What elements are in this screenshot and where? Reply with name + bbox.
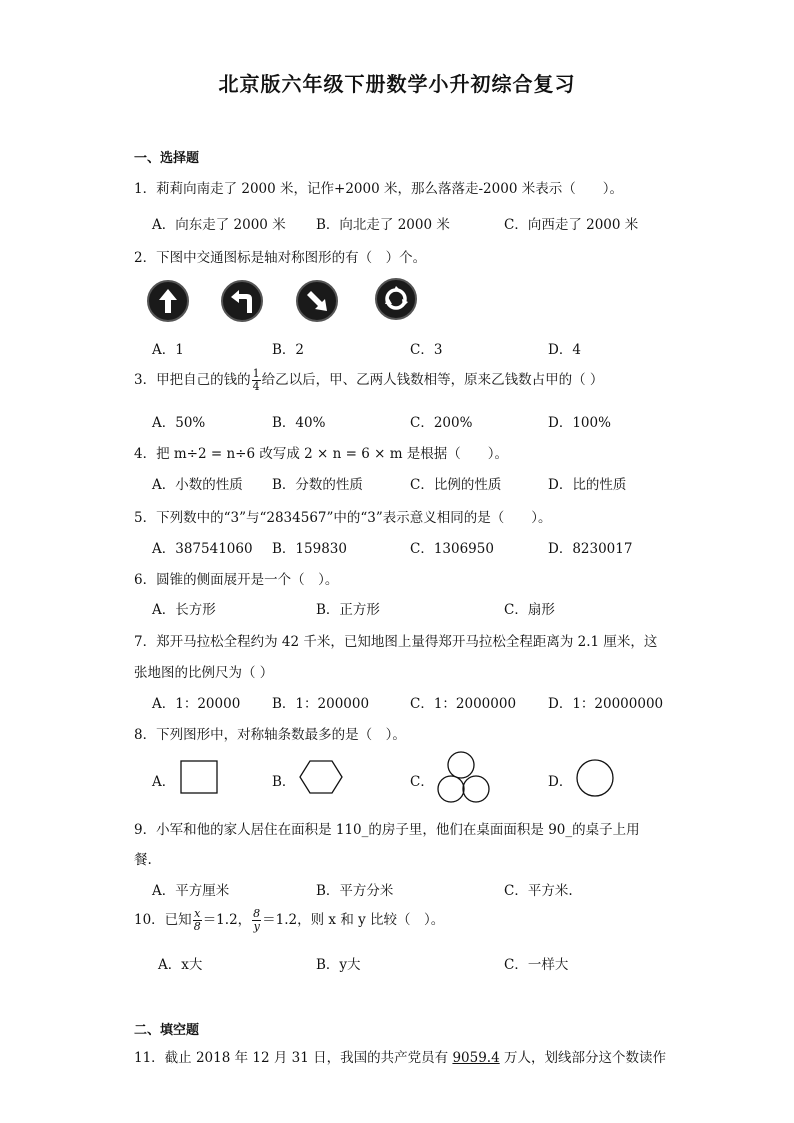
question-1: 1．莉莉向南走了 2000 米，记作+2000 米，那么落落走-2000 米表示（ ）。	[134, 181, 623, 197]
question-4: 4．把 m÷2 = n÷6 改写成 2 × n = 6 × m 是根据（ ）。	[134, 446, 509, 462]
q8-option-a[interactable]: A．	[152, 774, 176, 790]
question-9-line-1: 9．小军和他的家人居住在面积是 110_的房子里，他们在桌面面积是 90_的桌子上用	[134, 822, 640, 838]
roundabout-sign-icon	[375, 278, 417, 320]
q5-option-c[interactable]: C．1306950	[410, 541, 494, 557]
q1-option-a[interactable]: A．向东走了 2000 米	[152, 217, 286, 233]
q6-option-c[interactable]: C．扇形	[504, 602, 555, 618]
q6-option-a[interactable]: A．长方形	[152, 602, 216, 618]
q10-fraction-8-over-y: $\frac{8}{y}$	[253, 907, 261, 933]
section-heading-choice: 一、选择题	[134, 151, 200, 166]
question-3	[134, 368, 603, 393]
q1-option-b[interactable]: B．向北走了 2000 米	[316, 217, 450, 233]
three-circles-shape	[434, 749, 494, 805]
q5-option-b[interactable]: B．159830	[272, 541, 347, 557]
q2-option-d[interactable]: D．4	[548, 342, 581, 358]
question-5: 5．下列数中的“3”与“2834567”中的“3”表示意义相同的是（ ）。	[134, 510, 552, 526]
q3-text-pre: 3．甲把自己的钱的	[134, 372, 251, 388]
circle-shape	[574, 757, 616, 799]
q5-option-d[interactable]: D．8230017	[548, 541, 633, 557]
q3-option-c[interactable]: C．200%	[410, 415, 473, 431]
q7-option-b[interactable]: B．1：200000	[272, 696, 370, 712]
q10-option-c[interactable]: C．一样大	[504, 957, 569, 973]
q7-option-c[interactable]: C．1：2000000	[410, 696, 517, 712]
q9-option-b[interactable]: B．平方分米	[316, 883, 394, 899]
q7-option-a[interactable]: A．1：20000	[152, 696, 241, 712]
question-8: 8．下列图形中，对称轴条数最多的是（ ）。	[134, 727, 406, 743]
question-7-line-2: 张地图的比例尺为（ ）	[134, 665, 274, 681]
q3-fraction: $\frac{1}{4}$	[252, 367, 260, 393]
q4-option-a[interactable]: A．小数的性质	[152, 477, 243, 493]
q2-option-b[interactable]: B．2	[272, 342, 305, 358]
question-11	[134, 1046, 666, 1066]
q11-underlined-number: 9059.4	[452, 1050, 500, 1066]
q8-option-c[interactable]: C．	[410, 774, 434, 790]
q10-text-post: ＝1.2，则 x 和 y 比较（ ）。	[262, 912, 445, 928]
question-7-line-1: 7．郑开马拉松全程约为 42 千米，已知地图上量得郑开马拉松全程距离为 2.1 厘米，这	[134, 634, 658, 650]
hexagon-shape	[298, 758, 344, 796]
q8-option-b[interactable]: B．	[272, 774, 296, 790]
arrow-down-right-sign-icon	[296, 280, 338, 322]
q2-option-c[interactable]: C．3	[410, 342, 443, 358]
q6-option-b[interactable]: B．正方形	[316, 602, 380, 618]
turn-left-sign-icon	[221, 280, 263, 322]
q1-option-c[interactable]: C．向西走了 2000 米	[504, 217, 639, 233]
q10-text-mid: ＝1.2，	[202, 912, 252, 928]
page-title: 北京版六年级下册数学小升初综合复习	[218, 72, 576, 96]
q5-option-a[interactable]: A．387541060	[152, 541, 253, 557]
q11-text-post: 万人，划线部分这个数读作	[499, 1050, 666, 1066]
square-shape	[178, 758, 220, 796]
q4-option-c[interactable]: C．比例的性质	[410, 477, 502, 493]
q10-text-pre: 10．已知	[134, 912, 192, 928]
section-heading-fill: 二、填空题	[134, 1023, 200, 1038]
q3-option-a[interactable]: A．50%	[152, 415, 206, 431]
q8-option-d[interactable]: D．	[548, 774, 573, 790]
q9-option-c[interactable]: C．平方米.	[504, 883, 573, 899]
q11-text-pre: 11．截止 2018 年 12 月 31 日，我国的共产党员有	[134, 1050, 453, 1066]
q10-option-b[interactable]: B．y大	[316, 957, 361, 973]
question-9-line-2: 餐.	[134, 852, 152, 868]
arrow-up-sign-icon	[147, 280, 189, 322]
question-10	[134, 908, 444, 933]
q3-option-d[interactable]: D．100%	[548, 415, 611, 431]
q3-text-post: 给乙以后，甲、乙两人钱数相等，原来乙钱数占甲的（ ）	[261, 372, 604, 388]
q10-fraction-x-over-8: $\frac{x}{8}$	[193, 907, 201, 933]
question-6: 6．圆锥的侧面展开是一个（ ）。	[134, 572, 339, 588]
question-2: 2．下图中交通图标是轴对称图形的有（ ）个。	[134, 250, 427, 266]
q4-option-d[interactable]: D．比的性质	[548, 477, 627, 493]
q4-option-b[interactable]: B．分数的性质	[272, 477, 363, 493]
q9-option-a[interactable]: A．平方厘米	[152, 883, 230, 899]
q7-option-d[interactable]: D．1：20000000	[548, 696, 664, 712]
q2-option-a[interactable]: A．1	[152, 342, 184, 358]
q3-option-b[interactable]: B．40%	[272, 415, 326, 431]
q10-option-a[interactable]: A．x大	[158, 957, 203, 973]
